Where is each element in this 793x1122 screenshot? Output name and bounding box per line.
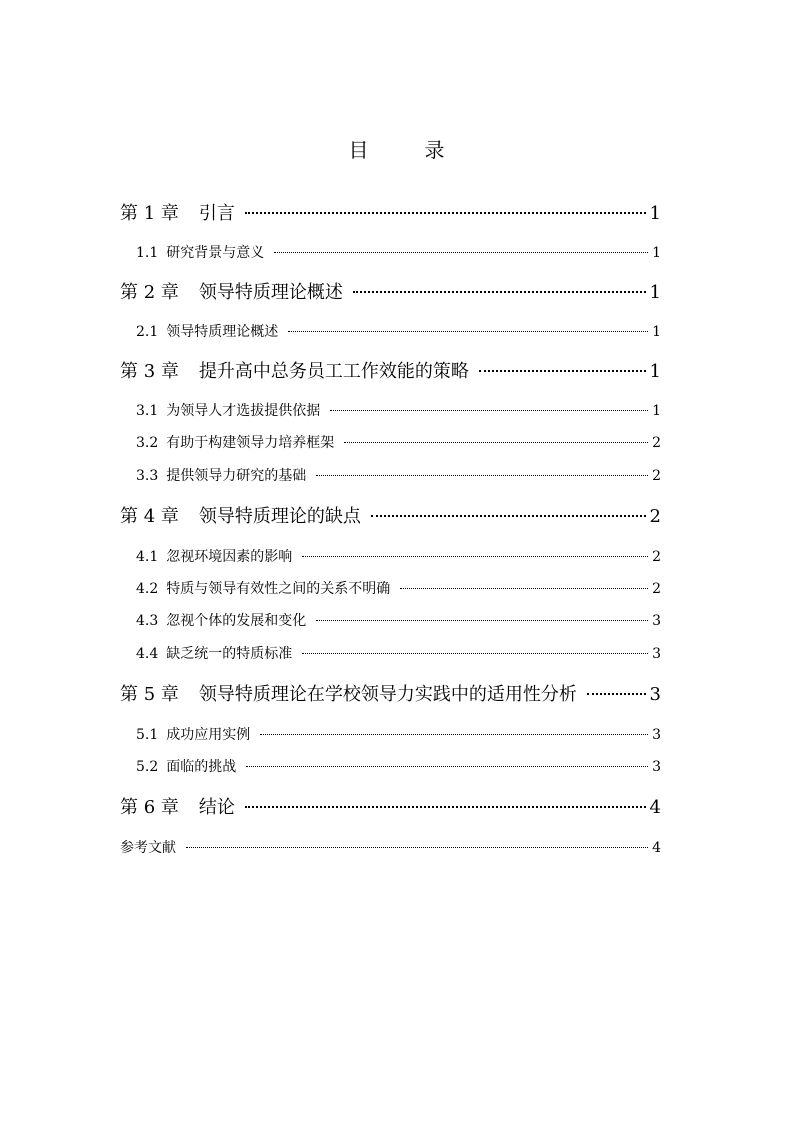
- page-number: 1: [652, 403, 661, 419]
- section-title: 成功应用实例: [166, 727, 251, 743]
- dot-leader: [330, 410, 648, 411]
- section-number: 5.1: [136, 727, 159, 743]
- section-title: 有助于构建领导力培养框架: [166, 435, 335, 451]
- toc-section-1-1[interactable]: [136, 243, 661, 263]
- section-number: 3.2: [136, 435, 159, 451]
- page-number: 2: [652, 468, 661, 484]
- dot-leader: [260, 734, 648, 735]
- toc-chapter-4[interactable]: [120, 505, 661, 529]
- chapter-number: 第 3 章: [120, 361, 179, 382]
- section-number: 3.1: [136, 403, 159, 419]
- section-title: 为领导人才选拔提供依据: [166, 403, 321, 419]
- page-number: 4: [649, 797, 661, 818]
- dot-leader: [274, 252, 648, 253]
- page-number: 2: [652, 581, 661, 597]
- dot-leader: [479, 370, 646, 372]
- chapter-number: 第 1 章: [120, 203, 179, 224]
- toc-section-4-3[interactable]: [136, 611, 661, 631]
- toc-section-3-3[interactable]: [136, 466, 661, 486]
- toc-title: 目 录: [348, 138, 463, 162]
- section-title: 领导特质理论概述: [166, 324, 279, 340]
- dot-leader: [246, 766, 648, 767]
- dot-leader: [587, 693, 646, 695]
- section-title: 缺乏统一的特质标准: [166, 646, 293, 662]
- toc-chapter-5[interactable]: [120, 683, 661, 707]
- chapter-number: 第 6 章: [120, 797, 179, 818]
- section-number: 4.3: [136, 613, 159, 629]
- dot-leader: [288, 331, 648, 332]
- chapter-title: 领导特质理论概述: [198, 282, 343, 303]
- chapter-number: 第 4 章: [120, 506, 179, 527]
- page-number: 2: [649, 506, 661, 527]
- toc-chapter-2[interactable]: [120, 281, 661, 305]
- dot-leader: [302, 653, 648, 654]
- toc-chapter-6[interactable]: [120, 796, 661, 820]
- chapter-number: 第 5 章: [120, 684, 179, 705]
- section-number: 4.1: [136, 549, 159, 565]
- section-number: 3.3: [136, 468, 159, 484]
- page-number: 3: [652, 727, 661, 743]
- toc-section-5-1[interactable]: [136, 725, 661, 745]
- toc-section-3-2[interactable]: [136, 433, 661, 453]
- section-title: 面临的挑战: [166, 759, 237, 775]
- section-title: 提供领导力研究的基础: [166, 468, 307, 484]
- page-number: 2: [652, 435, 661, 451]
- chapter-title: 领导特质理论的缺点: [198, 506, 361, 527]
- dot-leader: [371, 515, 646, 517]
- dot-leader: [245, 212, 646, 214]
- dot-leader: [353, 291, 646, 293]
- section-title: 特质与领导有效性之间的关系不明确: [166, 581, 391, 597]
- toc-chapter-1[interactable]: [120, 202, 661, 226]
- page-number: 3: [652, 613, 661, 629]
- toc-section-2-1[interactable]: [136, 322, 661, 342]
- section-number: 4.2: [136, 581, 159, 597]
- page-number: 3: [652, 759, 661, 775]
- section-number: 2.1: [136, 324, 159, 340]
- toc-references[interactable]: [120, 838, 661, 858]
- page-number: 4: [652, 840, 661, 856]
- dot-leader: [186, 847, 648, 848]
- page-number: 1: [649, 361, 661, 382]
- page-number: 1: [649, 282, 661, 303]
- dot-leader: [316, 475, 648, 476]
- toc-section-5-2[interactable]: [136, 757, 661, 777]
- page-number: 1: [652, 245, 661, 261]
- section-title: 忽视个体的发展和变化: [166, 613, 307, 629]
- dot-leader: [400, 588, 648, 589]
- toc-chapter-3[interactable]: [120, 360, 661, 384]
- chapter-title: 提升高中总务员工工作效能的策略: [198, 361, 469, 382]
- page-number: 1: [649, 203, 661, 224]
- section-number: 1.1: [136, 245, 159, 261]
- references-title: 参考文献: [120, 840, 176, 856]
- chapter-title: 引言: [198, 203, 235, 224]
- dot-leader: [302, 556, 648, 557]
- page-number: 3: [652, 646, 661, 662]
- toc-section-4-4[interactable]: [136, 644, 661, 664]
- section-title: 研究背景与意义: [166, 245, 265, 261]
- dot-leader: [344, 442, 648, 443]
- toc-section-4-2[interactable]: [136, 579, 661, 599]
- section-number: 5.2: [136, 759, 159, 775]
- page-number: 2: [652, 549, 661, 565]
- section-title: 忽视环境因素的影响: [166, 549, 293, 565]
- page-number: 1: [652, 324, 661, 340]
- chapter-title: 结论: [198, 797, 235, 818]
- toc-section-4-1[interactable]: [136, 547, 661, 567]
- toc-section-3-1[interactable]: [136, 401, 661, 421]
- dot-leader: [316, 620, 648, 621]
- section-number: 4.4: [136, 646, 159, 662]
- chapter-title: 领导特质理论在学校领导力实践中的适用性分析: [198, 684, 577, 705]
- chapter-number: 第 2 章: [120, 282, 179, 303]
- page-number: 3: [649, 684, 661, 705]
- dot-leader: [245, 806, 646, 808]
